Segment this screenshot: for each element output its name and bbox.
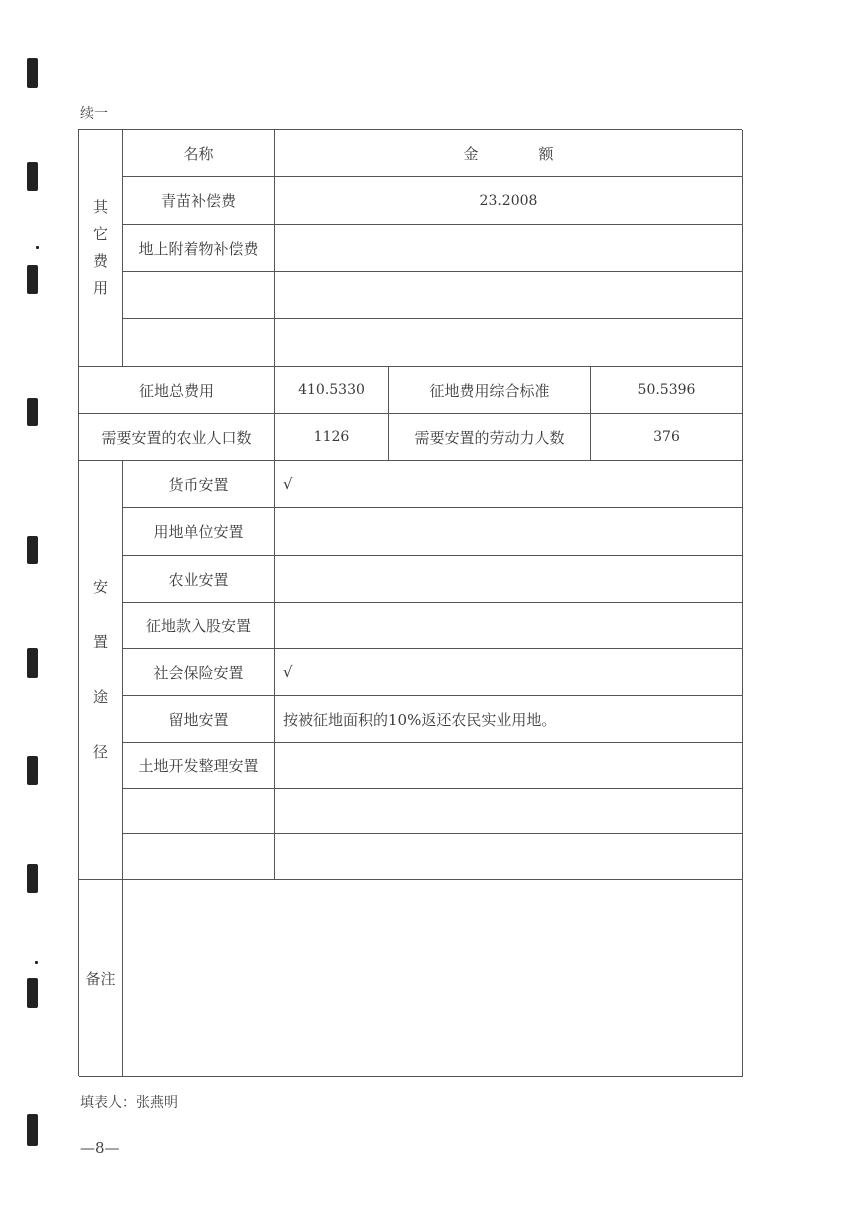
fee-name (123, 272, 275, 319)
labor-count-label: 需要安置的劳动力人数 (389, 414, 591, 461)
land-acquisition-table (78, 129, 742, 1076)
binding-mark (27, 756, 38, 785)
resettlement-name: 货币安置 (123, 461, 275, 508)
resettlement-value (275, 789, 743, 834)
header-amount: 金 额 (275, 130, 743, 177)
resettlement-name: 土地开发整理安置 (123, 743, 275, 789)
page-number: —8— (80, 1139, 120, 1157)
resettlement-value: √ (275, 649, 743, 696)
total-cost-label: 征地总费用 (79, 367, 275, 414)
resettlement-name: 用地单位安置 (123, 508, 275, 556)
standard-cost-label: 征地费用综合标准 (389, 367, 591, 414)
agri-population-value: 1126 (275, 414, 389, 461)
fee-amount (275, 225, 743, 272)
agri-population-label: 需要安置的农业人口数 (79, 414, 275, 461)
binding-mark (27, 978, 38, 1008)
fee-amount (275, 319, 743, 367)
fee-name: 地上附着物补偿费 (123, 225, 275, 272)
resettlement-name: 社会保险安置 (123, 649, 275, 696)
header-name: 名称 (123, 130, 275, 177)
binding-mark (27, 162, 38, 191)
remarks-label: 备注 (79, 880, 123, 1077)
resettlement-value (275, 508, 743, 556)
resettlement-name (123, 789, 275, 834)
fee-name: 青苗补偿费 (123, 177, 275, 225)
binding-mark (27, 58, 38, 88)
other-fees-group-label: 其 它 费 用 (79, 130, 123, 367)
resettlement-name: 征地款入股安置 (123, 603, 275, 649)
resettlement-value: 按被征地面积的10%返还农民实业用地。 (275, 696, 743, 743)
resettlement-name: 留地安置 (123, 696, 275, 743)
labor-count-value: 376 (591, 414, 743, 461)
binding-mark (27, 864, 38, 893)
total-cost-value: 410.5330 (275, 367, 389, 414)
scan-speck (35, 961, 38, 964)
remarks-value (123, 880, 743, 1077)
resettlement-value (275, 556, 743, 603)
binding-mark (27, 648, 38, 678)
resettlement-value (275, 743, 743, 789)
fee-amount (275, 272, 743, 319)
standard-cost-value: 50.5396 (591, 367, 743, 414)
binding-mark (27, 1114, 38, 1146)
scan-speck (36, 246, 39, 249)
resettlement-name: 农业安置 (123, 556, 275, 603)
fee-amount: 23.2008 (275, 177, 743, 225)
resettlement-name (123, 834, 275, 880)
resettlement-value (275, 834, 743, 880)
resettlement-value: √ (275, 461, 743, 508)
resettlement-group-label: 安 置 途 径 (79, 461, 123, 880)
binding-mark (27, 398, 38, 426)
resettlement-value (275, 603, 743, 649)
binding-mark (27, 265, 38, 294)
fee-name (123, 319, 275, 367)
binding-mark (27, 536, 38, 564)
continuation-label: 续一 (80, 106, 108, 122)
form-filler: 填表人：张燕明 (80, 1095, 178, 1111)
